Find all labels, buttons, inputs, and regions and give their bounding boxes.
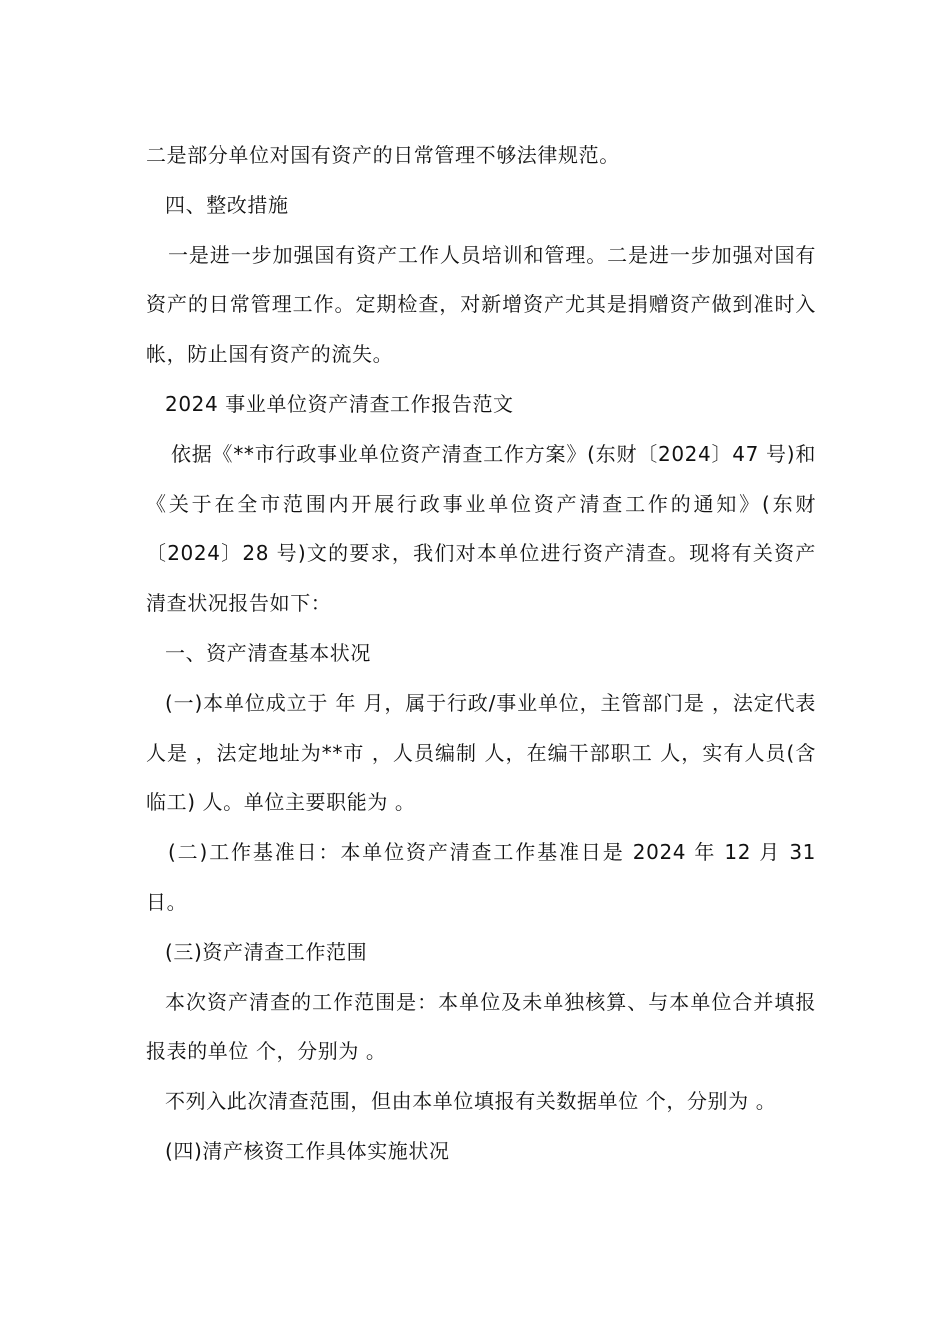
paragraph-unit-info: (一)本单位成立于 年 月，属于行政/事业单位，主管部门是 ，法定代表人是 ，法定地址为**市 ，人员编制 人，在编干部职工 人，实有人员(含临工) 人。单位主要职能为 。 — [146, 690, 816, 815]
report-title: 2024 事业单位资产清查工作报告范文 — [165, 391, 514, 416]
paragraph-excluded-scope: 不列入此次清查范围，但由本单位填报有关数据单位 个，分别为 。 — [165, 1089, 777, 1114]
subheading-implementation: (四)清产核资工作具体实施状况 — [165, 1138, 450, 1163]
paragraph-1: 二是部分单位对国有资产的日常管理不够法律规范。 — [146, 143, 620, 167]
subheading-scope: (三)资产清查工作范围 — [165, 939, 368, 964]
paragraph-scope: 本次资产清查的工作范围是：本单位及未单独核算、与本单位合并填报报表的单位 个，分别为 。 — [146, 989, 816, 1064]
paragraph-rectification-measures: 一是进一步加强国有资产工作人员培训和管理。二是进一步加强对国有资产的日常管理工作。定期检查，对新增资产尤其是捐赠资产做到准时入帐，防止国有资产的流失。 — [146, 242, 816, 367]
section-heading-rectification: 四、整改措施 — [165, 192, 289, 217]
document-page — [146, 131, 816, 1177]
paragraph-basis: 依据《**市行政事业单位资产清查工作方案》(东财〔2024〕47 号)和《关于在全市范围内开展行政事业单位资产清查工作的通知》(东财〔2024〕28 号)文的要求，我们对本单位进行资产清查。现将有关资产清查状况报告如下： — [146, 441, 816, 616]
paragraph-base-date: (二)工作基准日：本单位资产清查工作基准日是 2024 年 12 月 31 日。 — [146, 840, 816, 914]
section-heading-basic-status: 一、资产清查基本状况 — [165, 640, 371, 665]
